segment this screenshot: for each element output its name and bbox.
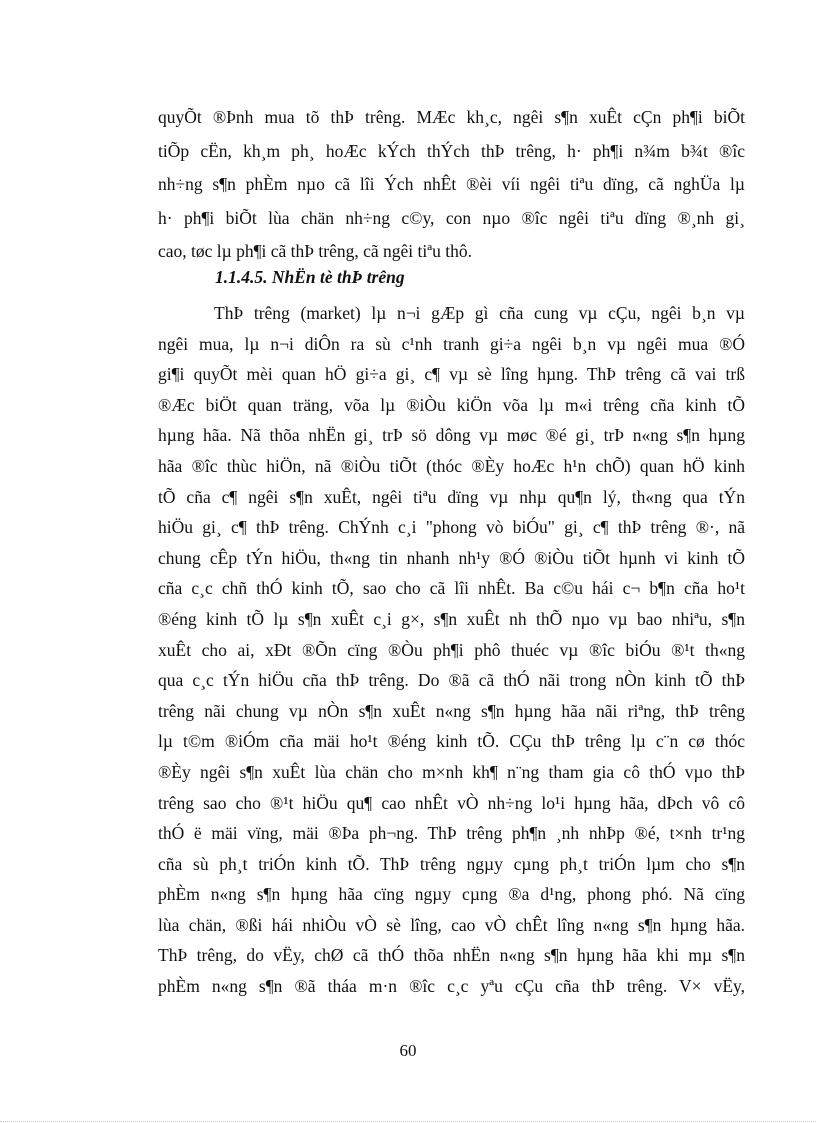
text-line: quyÕt ®Þnh mua tõ thÞ trêng. MÆc kh¸c, ngêi s¶n xuÊt cÇn ph¶i biÕt — [158, 107, 745, 127]
text-line: thÓ ë mäi vïng, mäi ®Þa ph¬ng. ThÞ trêng ph¶n ¸nh nhÞp ®é, t×nh tr¹ng — [158, 823, 745, 844]
text-line: ®Èy ngêi s¶n xuÊt lùa chän cho m×nh kh¶ n¨ng tham gia cô thÓ vµo thÞ — [158, 761, 745, 782]
text-line: hiÖu gi¸ c¶ thÞ trêng. ChÝnh c¸i "phong vò biÓu" gi¸ c¶ thÞ trêng ®·, nã — [158, 517, 745, 538]
text-line: lµ t©m ®iÓm cña mäi ho¹t ®éng kinh tÕ. CÇu thÞ trêng lµ c¨n cø thóc — [158, 731, 745, 752]
text-line: hãa ®îc thùc hiÖn, nã ®iÒu tiÕt (thóc ®Èy hoÆc h¹n chÕ) quan hÖ kinh — [158, 455, 745, 476]
section-heading: 1.1.4.5. NhËn tè thÞ trêng — [215, 267, 405, 287]
text-line: lùa chän, ®ßi hái nhiÒu vÒ sè lîng, cao vÒ chÊt lîng n«ng s¶n hµng hãa. — [158, 914, 745, 935]
text-line: ®Æc biÖt quan träng, võa lµ ®iÒu kiÖn võa lµ m«i trêng cña kinh tÕ — [158, 394, 745, 415]
text-line: phÈm n«ng s¶n ®ã tháa m·n ®îc c¸c yªu cÇu cña thÞ trêng. V× vËy, — [158, 976, 745, 997]
paragraph-continued — [158, 101, 745, 269]
text-line: cña sù ph¸t triÓn kinh tÕ. ThÞ trêng ngµy cµng ph¸t triÓn lµm cho s¶n — [158, 853, 745, 874]
text-line: nh÷ng s¶n phÈm nµo cã lîi Ých nhÊt ®èi víi ngêi tiªu dïng, cã nghÜa lµ — [158, 174, 745, 195]
text-line: cao, tøc lµ ph¶i cã thÞ trêng, cã ngêi tiªu thô. — [158, 241, 472, 262]
text-line: xuÊt cho ai, xÐt ®Õn cïng ®Òu ph¶i phô thuéc vµ ®îc biÓu ®¹t th«ng — [158, 639, 745, 660]
paragraph-market — [158, 298, 745, 1002]
text-line: trêng nãi chung vµ nÒn s¶n xuÊt n«ng s¶n hµng hãa nãi riªng, thÞ trêng — [158, 700, 745, 721]
text-line: tiÕp cËn, kh¸m ph¸ hoÆc kÝch thÝch thÞ trêng, h· ph¶i n¾m b¾t ®îc — [158, 140, 745, 161]
text-line: gi¶i quyÕt mèi quan hÖ gi÷a gi¸ c¶ vµ sè lîng hµng. ThÞ trêng cã vai trß — [158, 364, 745, 385]
text-line: cña c¸c chñ thÓ kinh tÕ, sao cho cã lîi nhÊt. Ba c©u hái c¬ b¶n cña ho¹t — [158, 578, 745, 599]
text-line: hµng hãa. Nã thõa nhËn gi¸ trÞ sö dông vµ møc ®é gi¸ trÞ n«ng s¶n hµng — [158, 425, 745, 446]
text-line: phÈm n«ng s¶n hµng hãa cïng ngµy cµng ®a d¹ng, phong phó. Nã cïng — [158, 884, 745, 905]
text-line: trêng sao cho ®¹t hiÖu qu¶ cao nhÊt vÒ nh÷ng lo¹i hµng hãa, dÞch vô cô — [158, 792, 745, 813]
text-line: chung cÊp tÝn hiÖu, th«ng tin nhanh nh¹y ®Ó ®iÒu tiÕt hµnh vi kinh tÕ — [158, 547, 745, 568]
text-line: ThÞ trêng (market) lµ n¬i gÆp gì cña cung vµ cÇu, ngêi b¸n vµ — [214, 303, 745, 323]
text-line: tÕ cña c¶ ngêi s¶n xuÊt, ngêi tiªu dïng vµ nhµ qu¶n lý, th«ng qua tÝn — [158, 486, 745, 507]
text-line: h· ph¶i biÕt lùa chän nh÷ng c©y, con nµo ®îc ngêi tiªu dïng ®¸nh gi¸ — [158, 207, 745, 228]
text-line: ngêi mua, lµ n¬i diÔn ra sù c¹nh tranh gi÷a ngêi b¸n vµ ngêi mua ®Ó — [158, 333, 745, 354]
text-line: qua c¸c tÝn hiÖu cña thÞ trêng. Do ®ã cã thÓ nãi trong nÒn kinh tÕ thÞ — [158, 670, 745, 691]
text-line: ThÞ trêng, do vËy, chØ cã thÓ thõa nhËn n«ng s¶n hµng hãa khi mµ s¶n — [158, 945, 745, 966]
page-bottom-rule — [0, 1121, 816, 1122]
page-number: 60 — [399, 1041, 417, 1060]
text-line: ®éng kinh tÕ lµ s¶n xuÊt c¸i g×, s¶n xuÊt nh thÕ nµo vµ bao nhiªu, s¶n — [158, 608, 745, 629]
